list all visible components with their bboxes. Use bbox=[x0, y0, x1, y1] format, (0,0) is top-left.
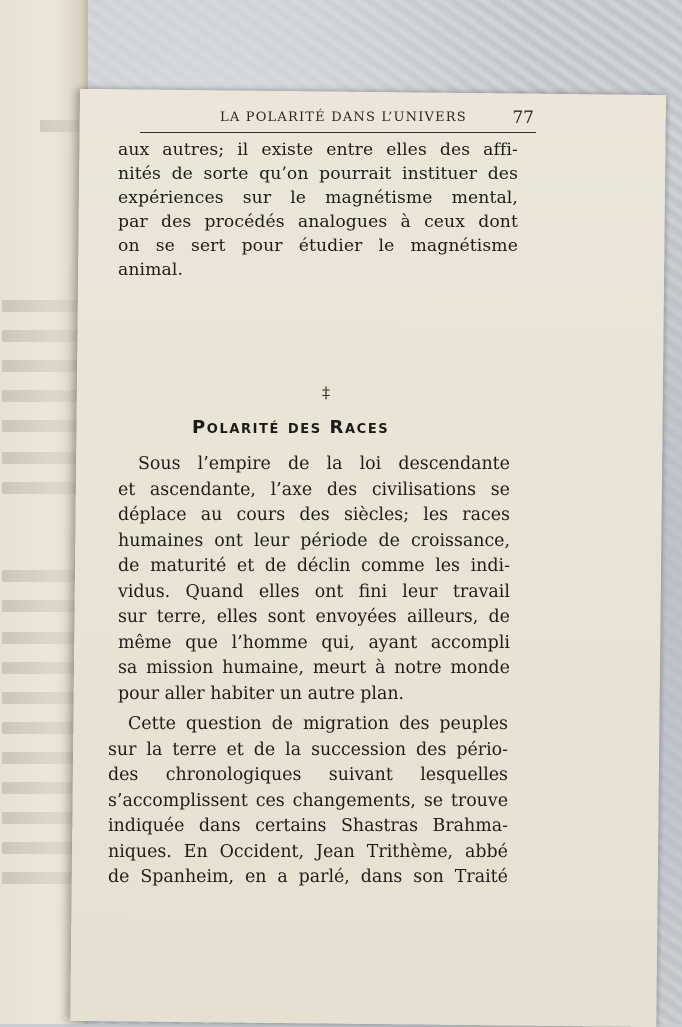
text-line: sa mission humaine, meurt à notre monde bbox=[118, 658, 510, 678]
ghost-text bbox=[2, 600, 82, 612]
paragraph-3 bbox=[108, 712, 508, 891]
text-line: aux autres; il existe entre elles des affi- bbox=[118, 140, 518, 160]
text-line: et ascendante, l’axe des civilisations se bbox=[118, 479, 510, 500]
text-line: on se sert pour étudier le magnétisme bbox=[118, 236, 518, 256]
ghost-text bbox=[2, 812, 82, 824]
text-line: même que l’homme qui, ayant accompli bbox=[118, 632, 510, 653]
text-line: par des procédés analogues à ceux dont bbox=[118, 212, 518, 232]
text-line: de maturité et de déclin comme les indi- bbox=[118, 556, 510, 576]
text-line: sur terre, elles sont envoyées ailleurs, de bbox=[118, 607, 510, 627]
ghost-text bbox=[2, 692, 82, 704]
text-line: Sous l’empire de la loi descendante bbox=[138, 454, 510, 474]
ghost-text bbox=[2, 752, 82, 764]
ghost-text bbox=[2, 360, 82, 372]
ghost-text bbox=[2, 452, 82, 464]
ghost-text bbox=[2, 722, 82, 734]
ghost-text bbox=[2, 300, 82, 312]
text-line: nités de sorte qu’on pourrait instituer des bbox=[118, 164, 518, 184]
header-rule bbox=[140, 132, 536, 133]
section-title: Polarité des Races bbox=[192, 417, 390, 438]
paragraph-1 bbox=[118, 138, 518, 282]
ghost-text bbox=[40, 120, 80, 132]
text-line: niques. En Occident, Jean Trithème, abbé bbox=[108, 841, 508, 862]
text-line: des chronologiques suivant lesquelles bbox=[108, 765, 508, 785]
section-ornament: ‡ bbox=[322, 383, 330, 402]
running-head-title: LA POLARITÉ DANS L’UNIVERS bbox=[220, 110, 467, 125]
ghost-text bbox=[2, 662, 82, 674]
text-line: s’accomplissent ces changements, se trouve bbox=[108, 790, 508, 811]
text-line: Cette question de migration des peuples bbox=[128, 714, 508, 734]
text-line: animal. bbox=[118, 260, 184, 280]
running-head bbox=[140, 108, 534, 130]
ghost-text bbox=[2, 872, 82, 884]
ghost-text bbox=[2, 570, 82, 582]
text-line: expériences sur le magnétisme mental, bbox=[118, 188, 518, 208]
ghost-text bbox=[2, 632, 82, 644]
text-line: humaines ont leur période de croissance, bbox=[118, 530, 510, 551]
text-line: pour aller habiter un autre plan. bbox=[118, 683, 405, 704]
ghost-text bbox=[2, 330, 82, 342]
ghost-text bbox=[2, 482, 82, 494]
paragraph-2 bbox=[118, 452, 510, 707]
ghost-text bbox=[2, 842, 82, 854]
ghost-text bbox=[2, 420, 82, 432]
text-line: déplace au cours des siècles; les races bbox=[118, 505, 510, 525]
text-line: vidus. Quand elles ont fini leur travail bbox=[118, 581, 510, 602]
ghost-text bbox=[2, 782, 82, 794]
text-line: indiquée dans certains Shastras Brahma- bbox=[108, 816, 508, 836]
text-line: sur la terre et de la succession des pério- bbox=[108, 739, 508, 760]
ghost-text bbox=[2, 390, 82, 402]
page-number: 77 bbox=[512, 108, 534, 128]
text-line: de Spanheim, en a parlé, dans son Traité bbox=[108, 867, 508, 887]
